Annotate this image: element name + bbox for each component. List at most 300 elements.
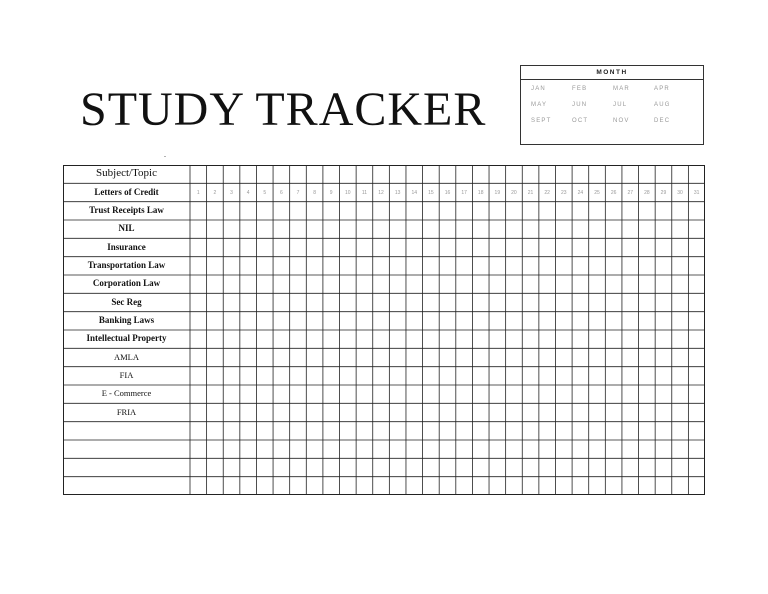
tracker-cell[interactable] xyxy=(207,257,224,275)
tracker-cell[interactable] xyxy=(273,293,290,311)
tracker-cell[interactable] xyxy=(290,422,307,440)
month-option-dec[interactable]: DEC xyxy=(654,118,671,124)
tracker-cell[interactable] xyxy=(240,293,257,311)
tracker-cell[interactable] xyxy=(423,403,440,421)
tracker-cell[interactable] xyxy=(256,312,273,330)
tracker-cell[interactable] xyxy=(306,440,323,458)
tracker-cell[interactable] xyxy=(589,330,606,348)
tracker-cell[interactable] xyxy=(589,348,606,366)
tracker-cell[interactable] xyxy=(539,202,556,220)
tracker-cell[interactable] xyxy=(655,275,672,293)
tracker-cell[interactable] xyxy=(589,183,606,201)
tracker-cell[interactable] xyxy=(340,440,357,458)
tracker-cell[interactable] xyxy=(356,385,373,403)
tracker-cell[interactable] xyxy=(256,220,273,238)
tracker-cell[interactable] xyxy=(439,330,456,348)
tracker-cell[interactable] xyxy=(489,220,506,238)
tracker-cell[interactable] xyxy=(389,330,406,348)
tracker-cell[interactable] xyxy=(207,458,224,476)
tracker-cell[interactable] xyxy=(688,403,705,421)
tracker-cell[interactable] xyxy=(356,312,373,330)
tracker-cell[interactable] xyxy=(572,293,589,311)
tracker-cell[interactable] xyxy=(622,403,639,421)
tracker-cell[interactable] xyxy=(190,403,207,421)
tracker-cell[interactable] xyxy=(506,293,523,311)
tracker-cell[interactable] xyxy=(472,422,489,440)
tracker-cell[interactable] xyxy=(240,220,257,238)
tracker-cell[interactable] xyxy=(472,348,489,366)
tracker-cell[interactable] xyxy=(190,238,207,256)
tracker-cell[interactable] xyxy=(456,238,473,256)
tracker-cell[interactable] xyxy=(306,348,323,366)
tracker-cell[interactable] xyxy=(389,312,406,330)
tracker-cell[interactable] xyxy=(456,330,473,348)
tracker-cell[interactable] xyxy=(306,367,323,385)
tracker-cell[interactable] xyxy=(290,202,307,220)
tracker-cell[interactable] xyxy=(190,422,207,440)
tracker-cell[interactable] xyxy=(605,367,622,385)
tracker-cell[interactable] xyxy=(672,312,689,330)
tracker-cell[interactable] xyxy=(273,422,290,440)
tracker-cell[interactable] xyxy=(622,330,639,348)
tracker-cell[interactable] xyxy=(572,385,589,403)
tracker-cell[interactable] xyxy=(688,385,705,403)
tracker-cell[interactable] xyxy=(655,238,672,256)
tracker-cell[interactable] xyxy=(472,183,489,201)
tracker-cell[interactable] xyxy=(223,312,240,330)
tracker-cell[interactable] xyxy=(555,477,572,495)
tracker-cell[interactable] xyxy=(373,183,390,201)
tracker-cell[interactable] xyxy=(423,458,440,476)
tracker-cell[interactable] xyxy=(340,458,357,476)
tracker-cell[interactable] xyxy=(240,477,257,495)
tracker-cell[interactable] xyxy=(506,367,523,385)
tracker-cell[interactable] xyxy=(456,477,473,495)
tracker-cell[interactable] xyxy=(273,403,290,421)
tracker-cell[interactable] xyxy=(622,202,639,220)
tracker-cell[interactable] xyxy=(688,330,705,348)
tracker-cell[interactable] xyxy=(655,183,672,201)
tracker-cell[interactable] xyxy=(639,330,656,348)
tracker-cell[interactable] xyxy=(273,257,290,275)
tracker-cell[interactable] xyxy=(240,202,257,220)
tracker-cell[interactable] xyxy=(456,367,473,385)
tracker-cell[interactable] xyxy=(256,293,273,311)
tracker-cell[interactable] xyxy=(406,238,423,256)
tracker-cell[interactable] xyxy=(539,367,556,385)
tracker-cell[interactable] xyxy=(223,330,240,348)
tracker-cell[interactable] xyxy=(306,293,323,311)
tracker-cell[interactable] xyxy=(340,183,357,201)
tracker-cell[interactable] xyxy=(672,275,689,293)
tracker-cell[interactable] xyxy=(622,458,639,476)
tracker-cell[interactable] xyxy=(539,440,556,458)
tracker-cell[interactable] xyxy=(672,422,689,440)
tracker-cell[interactable] xyxy=(439,220,456,238)
tracker-cell[interactable] xyxy=(223,220,240,238)
tracker-cell[interactable] xyxy=(489,477,506,495)
tracker-cell[interactable] xyxy=(323,403,340,421)
tracker-cell[interactable] xyxy=(423,183,440,201)
tracker-cell[interactable] xyxy=(406,422,423,440)
tracker-cell[interactable] xyxy=(439,312,456,330)
tracker-cell[interactable] xyxy=(190,477,207,495)
tracker-cell[interactable] xyxy=(290,440,307,458)
tracker-cell[interactable] xyxy=(340,403,357,421)
tracker-cell[interactable] xyxy=(373,477,390,495)
month-option-nov[interactable]: NOV xyxy=(613,118,630,124)
tracker-cell[interactable] xyxy=(572,348,589,366)
tracker-cell[interactable] xyxy=(555,422,572,440)
tracker-cell[interactable] xyxy=(373,458,390,476)
tracker-cell[interactable] xyxy=(323,458,340,476)
tracker-cell[interactable] xyxy=(622,257,639,275)
tracker-cell[interactable] xyxy=(406,183,423,201)
tracker-cell[interactable] xyxy=(605,348,622,366)
tracker-cell[interactable] xyxy=(356,293,373,311)
tracker-cell[interactable] xyxy=(240,312,257,330)
tracker-cell[interactable] xyxy=(406,202,423,220)
tracker-cell[interactable] xyxy=(323,422,340,440)
tracker-cell[interactable] xyxy=(356,367,373,385)
tracker-cell[interactable] xyxy=(605,422,622,440)
tracker-cell[interactable] xyxy=(256,183,273,201)
tracker-cell[interactable] xyxy=(605,257,622,275)
tracker-cell[interactable] xyxy=(589,312,606,330)
tracker-cell[interactable] xyxy=(489,312,506,330)
tracker-cell[interactable] xyxy=(340,238,357,256)
tracker-cell[interactable] xyxy=(655,440,672,458)
tracker-cell[interactable] xyxy=(306,183,323,201)
tracker-cell[interactable] xyxy=(240,275,257,293)
tracker-cell[interactable] xyxy=(356,403,373,421)
tracker-cell[interactable] xyxy=(522,367,539,385)
tracker-cell[interactable] xyxy=(439,458,456,476)
tracker-cell[interactable] xyxy=(555,440,572,458)
tracker-cell[interactable] xyxy=(456,403,473,421)
tracker-cell[interactable] xyxy=(190,348,207,366)
tracker-cell[interactable] xyxy=(655,330,672,348)
tracker-cell[interactable] xyxy=(472,403,489,421)
tracker-cell[interactable] xyxy=(622,220,639,238)
tracker-cell[interactable] xyxy=(373,293,390,311)
tracker-cell[interactable] xyxy=(639,458,656,476)
tracker-cell[interactable] xyxy=(439,202,456,220)
tracker-cell[interactable] xyxy=(323,238,340,256)
tracker-cell[interactable] xyxy=(655,422,672,440)
tracker-cell[interactable] xyxy=(506,238,523,256)
tracker-cell[interactable] xyxy=(290,257,307,275)
tracker-cell[interactable] xyxy=(256,367,273,385)
tracker-cell[interactable] xyxy=(489,183,506,201)
tracker-cell[interactable] xyxy=(589,293,606,311)
tracker-cell[interactable] xyxy=(522,348,539,366)
tracker-cell[interactable] xyxy=(439,348,456,366)
tracker-cell[interactable] xyxy=(389,440,406,458)
tracker-cell[interactable] xyxy=(522,477,539,495)
tracker-cell[interactable] xyxy=(555,312,572,330)
tracker-cell[interactable] xyxy=(223,477,240,495)
tracker-cell[interactable] xyxy=(356,422,373,440)
tracker-cell[interactable] xyxy=(439,477,456,495)
tracker-cell[interactable] xyxy=(555,403,572,421)
tracker-cell[interactable] xyxy=(356,458,373,476)
tracker-cell[interactable] xyxy=(456,348,473,366)
tracker-cell[interactable] xyxy=(522,330,539,348)
tracker-cell[interactable] xyxy=(539,293,556,311)
tracker-cell[interactable] xyxy=(655,458,672,476)
tracker-cell[interactable] xyxy=(256,257,273,275)
tracker-cell[interactable] xyxy=(456,312,473,330)
tracker-cell[interactable] xyxy=(207,202,224,220)
tracker-cell[interactable] xyxy=(389,458,406,476)
tracker-cell[interactable] xyxy=(190,440,207,458)
tracker-cell[interactable] xyxy=(290,275,307,293)
tracker-cell[interactable] xyxy=(356,202,373,220)
tracker-cell[interactable] xyxy=(605,312,622,330)
tracker-cell[interactable] xyxy=(572,477,589,495)
tracker-cell[interactable] xyxy=(439,385,456,403)
tracker-cell[interactable] xyxy=(240,458,257,476)
tracker-cell[interactable] xyxy=(572,312,589,330)
tracker-cell[interactable] xyxy=(223,422,240,440)
tracker-cell[interactable] xyxy=(506,348,523,366)
tracker-cell[interactable] xyxy=(456,385,473,403)
tracker-cell[interactable] xyxy=(190,183,207,201)
tracker-cell[interactable] xyxy=(290,367,307,385)
tracker-cell[interactable] xyxy=(655,220,672,238)
tracker-cell[interactable] xyxy=(373,238,390,256)
tracker-cell[interactable] xyxy=(572,422,589,440)
tracker-cell[interactable] xyxy=(207,220,224,238)
tracker-cell[interactable] xyxy=(489,238,506,256)
tracker-cell[interactable] xyxy=(273,348,290,366)
tracker-cell[interactable] xyxy=(223,202,240,220)
tracker-cell[interactable] xyxy=(672,257,689,275)
tracker-cell[interactable] xyxy=(506,458,523,476)
tracker-cell[interactable] xyxy=(572,238,589,256)
tracker-cell[interactable] xyxy=(389,293,406,311)
tracker-cell[interactable] xyxy=(672,220,689,238)
tracker-cell[interactable] xyxy=(489,293,506,311)
tracker-cell[interactable] xyxy=(323,385,340,403)
tracker-cell[interactable] xyxy=(539,312,556,330)
tracker-cell[interactable] xyxy=(323,183,340,201)
tracker-cell[interactable] xyxy=(423,257,440,275)
tracker-cell[interactable] xyxy=(688,293,705,311)
tracker-cell[interactable] xyxy=(290,183,307,201)
tracker-cell[interactable] xyxy=(406,385,423,403)
tracker-cell[interactable] xyxy=(589,403,606,421)
tracker-cell[interactable] xyxy=(389,183,406,201)
tracker-cell[interactable] xyxy=(256,330,273,348)
tracker-cell[interactable] xyxy=(406,220,423,238)
tracker-cell[interactable] xyxy=(622,275,639,293)
tracker-cell[interactable] xyxy=(605,385,622,403)
tracker-cell[interactable] xyxy=(472,458,489,476)
tracker-cell[interactable] xyxy=(423,202,440,220)
tracker-cell[interactable] xyxy=(555,458,572,476)
tracker-cell[interactable] xyxy=(273,458,290,476)
tracker-cell[interactable] xyxy=(539,458,556,476)
tracker-cell[interactable] xyxy=(639,202,656,220)
tracker-cell[interactable] xyxy=(423,367,440,385)
tracker-cell[interactable] xyxy=(423,293,440,311)
tracker-cell[interactable] xyxy=(639,220,656,238)
tracker-cell[interactable] xyxy=(572,220,589,238)
tracker-cell[interactable] xyxy=(605,477,622,495)
tracker-cell[interactable] xyxy=(522,385,539,403)
tracker-cell[interactable] xyxy=(340,477,357,495)
tracker-cell[interactable] xyxy=(506,330,523,348)
tracker-cell[interactable] xyxy=(190,275,207,293)
tracker-cell[interactable] xyxy=(240,440,257,458)
tracker-cell[interactable] xyxy=(406,293,423,311)
tracker-cell[interactable] xyxy=(273,238,290,256)
tracker-cell[interactable] xyxy=(539,403,556,421)
tracker-cell[interactable] xyxy=(688,367,705,385)
tracker-cell[interactable] xyxy=(572,403,589,421)
tracker-cell[interactable] xyxy=(539,477,556,495)
tracker-cell[interactable] xyxy=(522,458,539,476)
tracker-cell[interactable] xyxy=(622,477,639,495)
tracker-cell[interactable] xyxy=(389,275,406,293)
tracker-cell[interactable] xyxy=(605,202,622,220)
tracker-cell[interactable] xyxy=(190,458,207,476)
tracker-cell[interactable] xyxy=(439,440,456,458)
tracker-cell[interactable] xyxy=(506,202,523,220)
tracker-cell[interactable] xyxy=(539,275,556,293)
tracker-cell[interactable] xyxy=(672,238,689,256)
tracker-cell[interactable] xyxy=(256,477,273,495)
tracker-cell[interactable] xyxy=(290,238,307,256)
tracker-cell[interactable] xyxy=(406,330,423,348)
tracker-cell[interactable] xyxy=(589,257,606,275)
tracker-cell[interactable] xyxy=(639,257,656,275)
tracker-cell[interactable] xyxy=(572,183,589,201)
tracker-cell[interactable] xyxy=(340,275,357,293)
tracker-cell[interactable] xyxy=(323,220,340,238)
tracker-cell[interactable] xyxy=(256,458,273,476)
tracker-cell[interactable] xyxy=(223,293,240,311)
tracker-cell[interactable] xyxy=(522,220,539,238)
tracker-cell[interactable] xyxy=(207,312,224,330)
tracker-cell[interactable] xyxy=(672,458,689,476)
tracker-cell[interactable] xyxy=(340,220,357,238)
tracker-cell[interactable] xyxy=(688,238,705,256)
tracker-cell[interactable] xyxy=(323,348,340,366)
tracker-cell[interactable] xyxy=(340,312,357,330)
tracker-cell[interactable] xyxy=(340,293,357,311)
tracker-cell[interactable] xyxy=(273,330,290,348)
tracker-cell[interactable] xyxy=(489,385,506,403)
tracker-cell[interactable] xyxy=(555,367,572,385)
tracker-cell[interactable] xyxy=(439,403,456,421)
tracker-cell[interactable] xyxy=(373,385,390,403)
month-option-jul[interactable]: JUL xyxy=(613,102,628,108)
tracker-cell[interactable] xyxy=(555,257,572,275)
tracker-cell[interactable] xyxy=(489,330,506,348)
tracker-cell[interactable] xyxy=(572,275,589,293)
tracker-cell[interactable] xyxy=(389,348,406,366)
tracker-cell[interactable] xyxy=(555,202,572,220)
tracker-cell[interactable] xyxy=(340,385,357,403)
tracker-cell[interactable] xyxy=(207,330,224,348)
tracker-cell[interactable] xyxy=(256,403,273,421)
tracker-cell[interactable] xyxy=(323,367,340,385)
tracker-cell[interactable] xyxy=(522,183,539,201)
tracker-cell[interactable] xyxy=(207,367,224,385)
tracker-cell[interactable] xyxy=(273,367,290,385)
tracker-cell[interactable] xyxy=(489,257,506,275)
tracker-cell[interactable] xyxy=(290,403,307,421)
tracker-cell[interactable] xyxy=(439,238,456,256)
tracker-cell[interactable] xyxy=(572,330,589,348)
tracker-cell[interactable] xyxy=(672,477,689,495)
tracker-cell[interactable] xyxy=(273,275,290,293)
tracker-cell[interactable] xyxy=(223,367,240,385)
tracker-cell[interactable] xyxy=(256,275,273,293)
month-option-sept[interactable]: SEPT xyxy=(531,118,552,124)
tracker-cell[interactable] xyxy=(605,275,622,293)
tracker-cell[interactable] xyxy=(672,202,689,220)
tracker-cell[interactable] xyxy=(639,385,656,403)
tracker-cell[interactable] xyxy=(639,312,656,330)
tracker-cell[interactable] xyxy=(306,275,323,293)
tracker-cell[interactable] xyxy=(456,440,473,458)
month-option-jun[interactable]: JUN xyxy=(572,102,588,108)
tracker-cell[interactable] xyxy=(639,183,656,201)
tracker-cell[interactable] xyxy=(589,477,606,495)
tracker-cell[interactable] xyxy=(306,202,323,220)
tracker-cell[interactable] xyxy=(472,312,489,330)
tracker-cell[interactable] xyxy=(423,238,440,256)
tracker-cell[interactable] xyxy=(555,220,572,238)
tracker-cell[interactable] xyxy=(555,385,572,403)
tracker-cell[interactable] xyxy=(639,348,656,366)
tracker-cell[interactable] xyxy=(688,422,705,440)
tracker-cell[interactable] xyxy=(622,183,639,201)
tracker-cell[interactable] xyxy=(340,422,357,440)
tracker-cell[interactable] xyxy=(489,202,506,220)
tracker-cell[interactable] xyxy=(622,312,639,330)
tracker-cell[interactable] xyxy=(306,422,323,440)
tracker-cell[interactable] xyxy=(655,202,672,220)
tracker-cell[interactable] xyxy=(639,477,656,495)
tracker-cell[interactable] xyxy=(306,220,323,238)
tracker-cell[interactable] xyxy=(389,422,406,440)
tracker-cell[interactable] xyxy=(639,293,656,311)
tracker-cell[interactable] xyxy=(572,202,589,220)
tracker-cell[interactable] xyxy=(472,330,489,348)
tracker-cell[interactable] xyxy=(240,348,257,366)
tracker-cell[interactable] xyxy=(472,477,489,495)
tracker-cell[interactable] xyxy=(223,385,240,403)
tracker-cell[interactable] xyxy=(439,275,456,293)
tracker-cell[interactable] xyxy=(290,293,307,311)
tracker-cell[interactable] xyxy=(555,275,572,293)
tracker-cell[interactable] xyxy=(472,220,489,238)
month-option-jan[interactable]: JAN xyxy=(531,86,546,92)
tracker-cell[interactable] xyxy=(672,330,689,348)
tracker-cell[interactable] xyxy=(340,330,357,348)
tracker-cell[interactable] xyxy=(273,312,290,330)
tracker-cell[interactable] xyxy=(456,422,473,440)
tracker-cell[interactable] xyxy=(273,477,290,495)
tracker-cell[interactable] xyxy=(472,293,489,311)
tracker-cell[interactable] xyxy=(223,403,240,421)
tracker-cell[interactable] xyxy=(605,330,622,348)
